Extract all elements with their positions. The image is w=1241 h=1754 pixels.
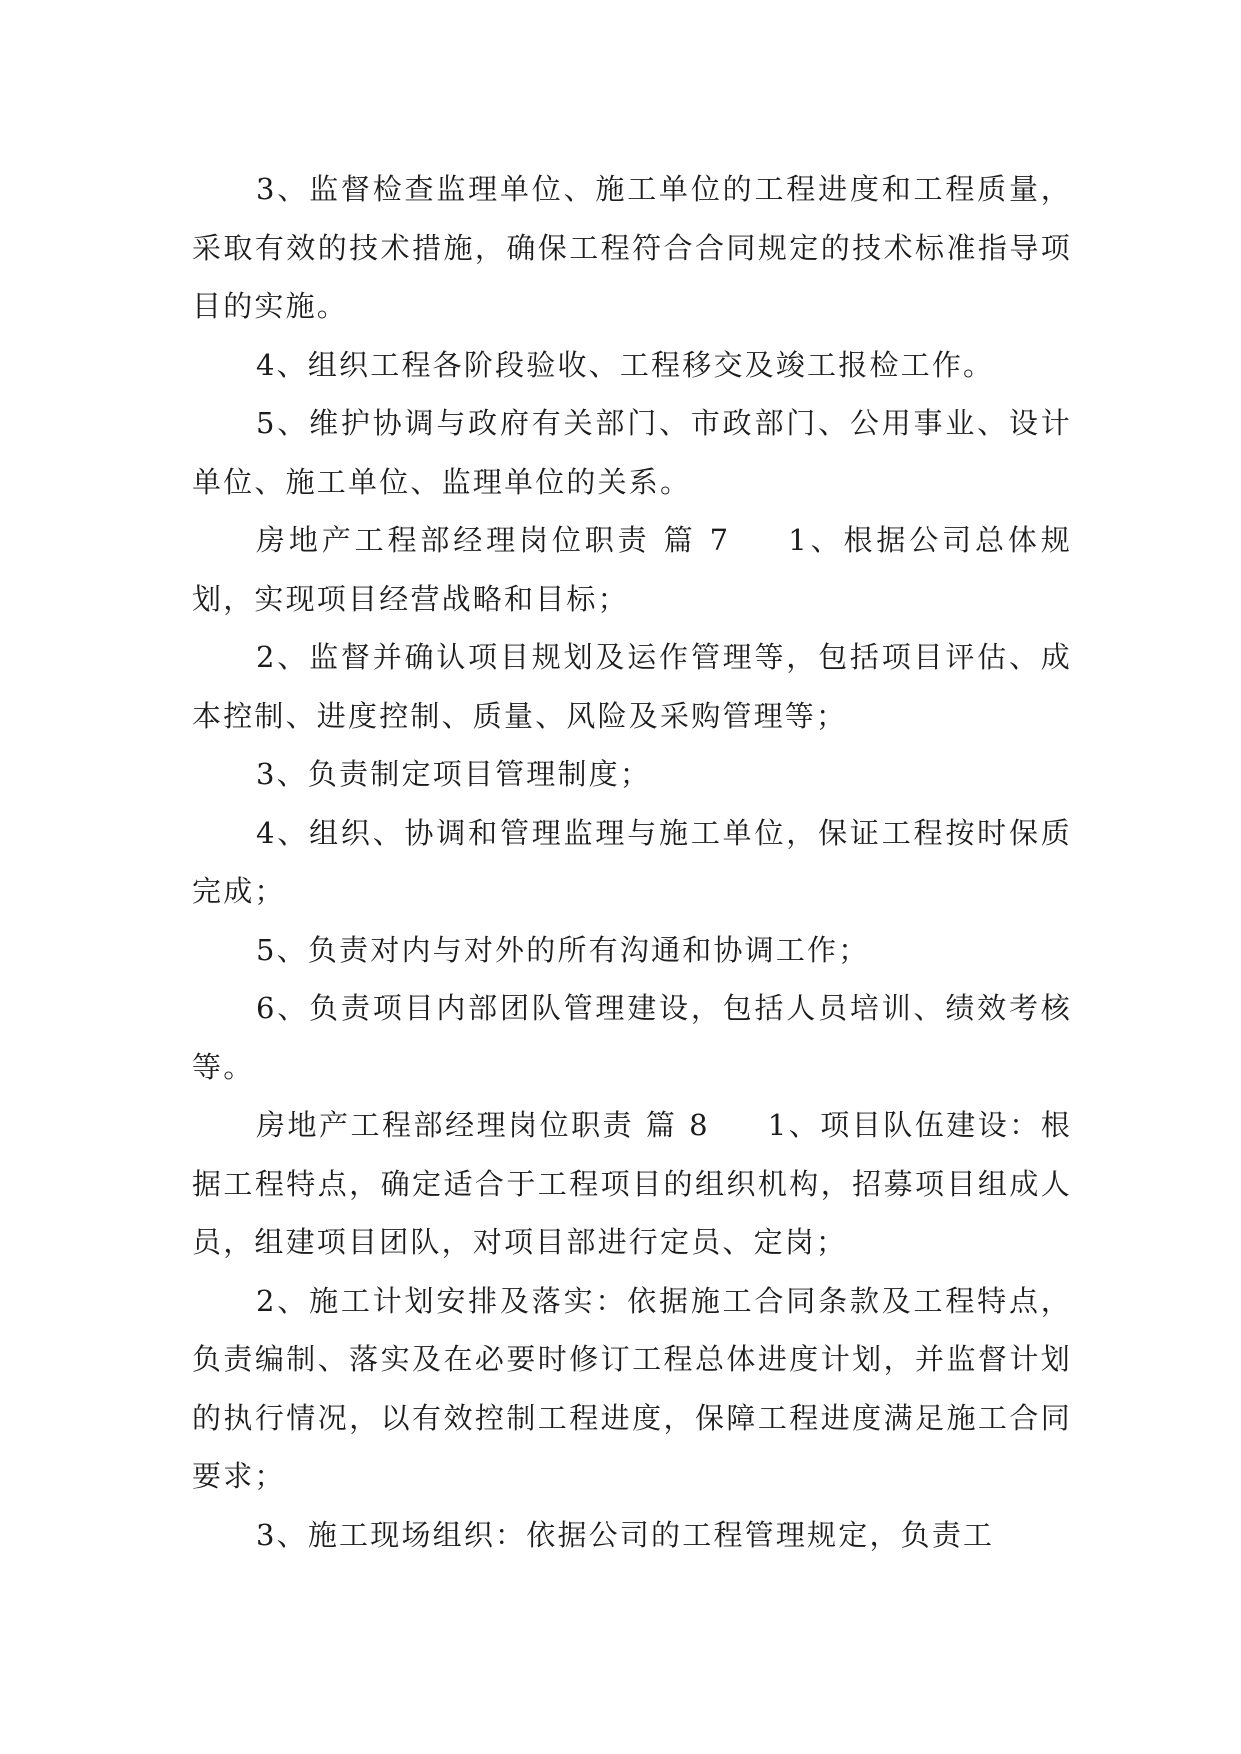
paragraph: 3、负责制定项目管理制度； [256,757,652,791]
paragraph: 2、施工计划安排及落实：依据施工合同条款及工程特点，负责编制、落实及在必要时修订工程总体进度计划，并监督计划的执行情况，以有效控制工程进度，保障工程进度满足施工合同要求； [192,1283,1072,1493]
section-heading: 房地产工程部经理岗位职责 篇 8 [256,1108,710,1142]
paragraph: 6、负责项目内部团队管理建设，包括人员培训、绩效考核等。 [192,991,1072,1084]
paragraph: 5、负责对内与对外的所有沟通和协调工作； [256,932,870,967]
section-paragraph: 房地产工程部经理岗位职责 篇 7 1、根据公司总体规划，实现项目经营战略和目标； [192,523,1072,616]
paragraph: 3、监督检查监理单位、施工单位的工程进度和工程质量，采取有效的技术措施，确保工程符合合同规定的技术标准指导项目的实施。 [192,172,1072,323]
section-heading: 房地产工程部经理岗位职责 篇 7 [256,523,731,557]
paragraph: 3、施工现场组织：依据公司的工程管理规定，负责工 [256,1517,995,1552]
paragraph: 4、组织工程各阶段验收、工程移交及竣工报检工作。 [256,347,995,382]
paragraph: 4、组织、协调和管理监理与施工单位，保证工程按时保质完成； [192,815,1072,908]
section-paragraph: 房地产工程部经理岗位职责 篇 8 1、项目队伍建设：根据工程特点，确定适合于工程项目的组织机构，招募项目组成人员，组建项目团队，对项目部进行定员、定岗； [192,1108,1072,1259]
paragraph: 2、监督并确认项目规划及运作管理等，包括项目评估、成本控制、进度控制、质量、风险及采购管理等； [192,640,1072,733]
document-body [192,160,1072,1564]
paragraph: 5、维护协调与政府有关部门、市政部门、公用事业、设计单位、施工单位、监理单位的关系。 [192,406,1072,499]
